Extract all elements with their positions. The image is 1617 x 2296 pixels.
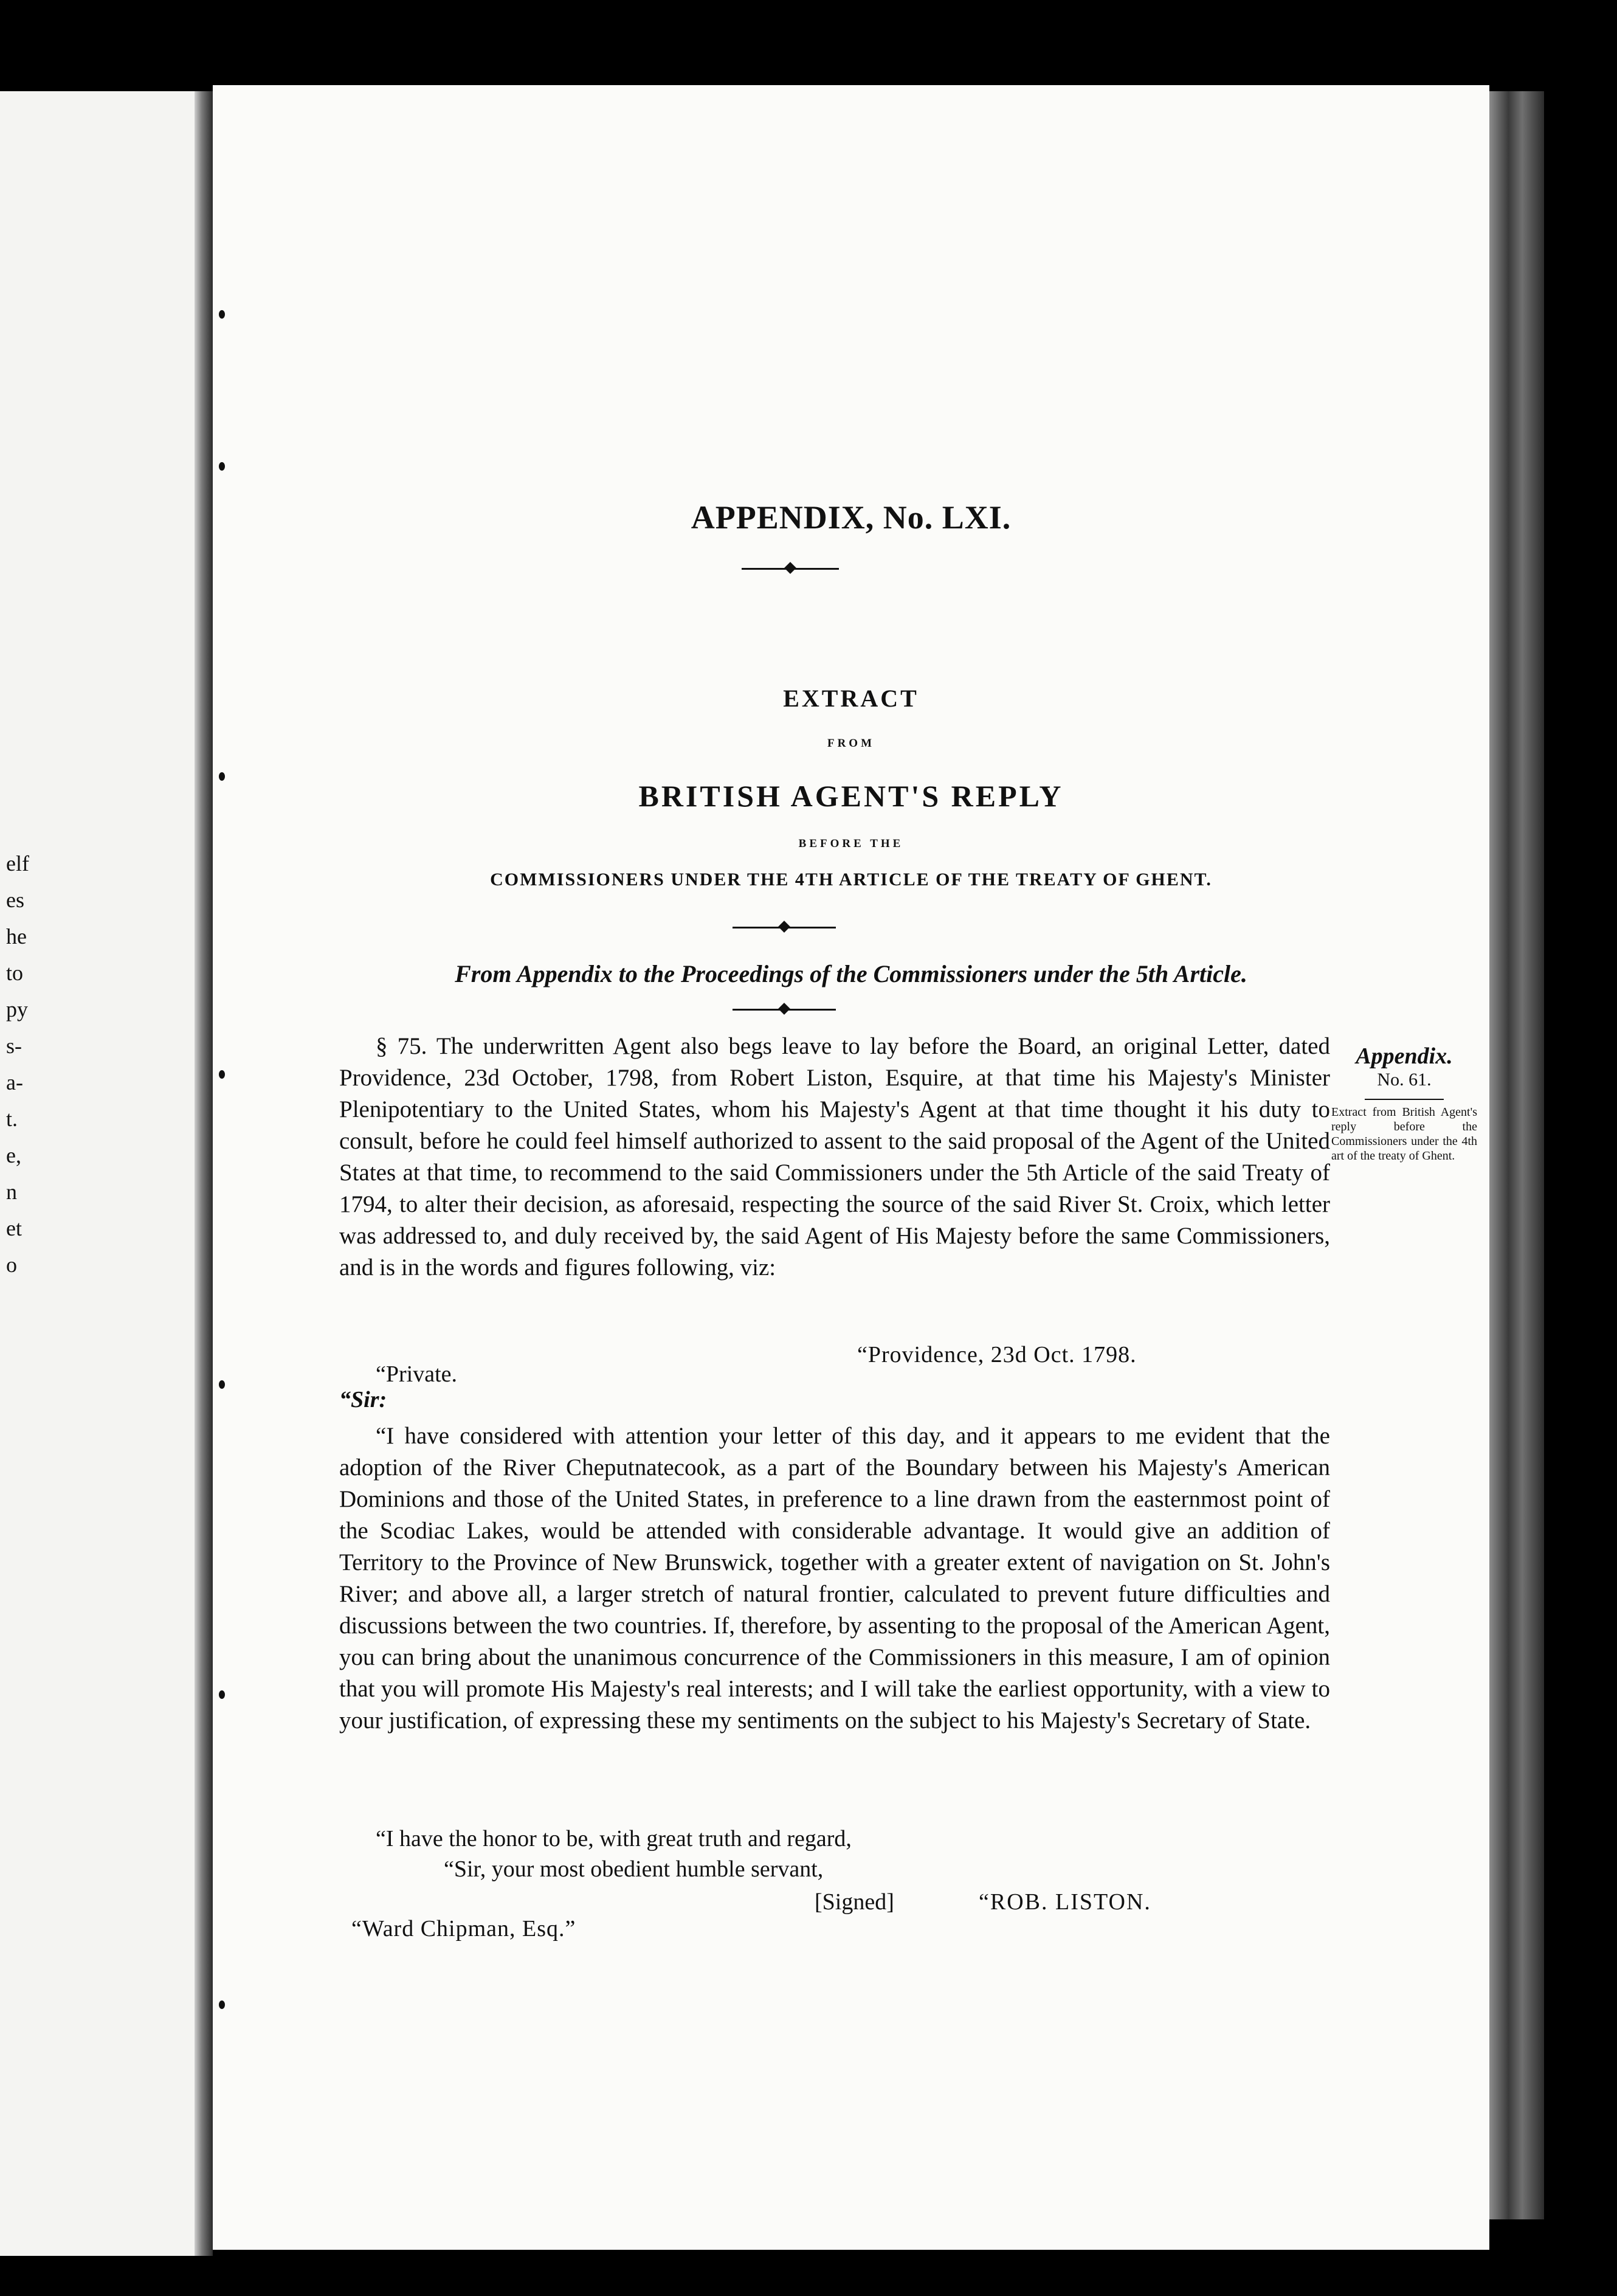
letter-dateline: “Providence, 23d Oct. 1798.	[857, 1342, 1137, 1368]
margin-note-text: Extract from British Agent's reply before the Commissioners under the 4th art of the treaty of Ghent.	[1331, 1105, 1477, 1163]
binding-hole	[219, 1690, 225, 1699]
fragment: s-	[6, 1034, 22, 1058]
signed-label: [Signed]	[815, 1889, 894, 1915]
book-gutter	[195, 91, 213, 2256]
fragment: et	[6, 1216, 22, 1240]
binding-hole	[219, 2000, 225, 2009]
source-line: From Appendix to the Proceedings of the Commissioners under the 5th Article.	[455, 960, 1247, 987]
ornament-rule	[733, 1003, 836, 1015]
appendix-title: APPENDIX, No. LXI.	[691, 499, 1012, 536]
fragment: elf	[6, 851, 29, 876]
letter-addressee: “Ward Chipman, Esq.”	[351, 1916, 576, 1942]
letter-salutation: “Sir:	[339, 1387, 387, 1413]
ornament-rule	[733, 921, 836, 933]
previous-page-fragments	[6, 845, 43, 1283]
fragment: py	[6, 997, 28, 1022]
binding-hole	[219, 462, 225, 471]
previous-page	[0, 91, 195, 2256]
ornament-rule	[742, 562, 839, 575]
fragment: t.	[6, 1107, 18, 1131]
fragment: to	[6, 961, 24, 985]
fragment: he	[6, 924, 27, 949]
margin-note-number: No. 61.	[1377, 1070, 1432, 1090]
reply-heading: BRITISH AGENT'S REPLY	[638, 779, 1064, 813]
fragment: n	[6, 1180, 17, 1204]
book-page-edges	[1489, 91, 1544, 2219]
margin-note	[1331, 1043, 1477, 1163]
from-label: FROM	[827, 737, 875, 750]
letter-closing-servant: “Sir, your most obedient humble servant,	[444, 1856, 824, 1882]
extract-heading: EXTRACT	[783, 685, 919, 712]
margin-note-rule	[1365, 1099, 1444, 1100]
fragment: e,	[6, 1143, 21, 1167]
fragment: es	[6, 888, 24, 912]
binding-hole	[219, 310, 225, 319]
paragraph-75: § 75. The underwritten Agent also begs leave to lay before the Board, an original Letter, dated Providence, 23d October, 1798, from Robert Liston, Esquire, at that time his Majesty's Minister Plenipotentiary to the United States, whom his Majesty's Agent at that time thought it his duty to consult, before he could feel himself authorized to assent to the said proposal of the Agent of the United States at that time, to recommend to the said Commissioners under the 5th Article of the said Treaty of 1794, to alter their decision, as aforesaid, respecting the source of the said River St. Croix, which letter was addressed to, and duly received by, the said Agent of His Majesty before the same Commissioners, and is in the words and figures following, viz:	[339, 1033, 1330, 1281]
fragment: o	[6, 1253, 17, 1277]
letter-body: “I have considered with attention your letter of this day, and it appears to me evident that the adoption of the River Cheputnatecook, as a part of the Boundary between his Majesty's American Dominions and those of the United States, in preference to a line drawn from the easternmost point of the Scodiac Lakes, would be attended with considerable advantage. It would give an addition of Territory to the Province of New Brunswick, together with a greater extent of navigation on St. John's River; and above all, a larger stretch of natural frontier, calculated to prevent future difficulties and discussions between the two countries. If, therefore, by assenting to the proposal of the American Agent, you can bring about the unanimous concurrence of the Commissioners in this measure, I am of opinion that you will promote His Majesty's real interests; and I will take the earliest opportunity, with a view to your justification, of expressing these my sentiments on the subject to his Majesty's Secretary of State.	[339, 1423, 1331, 1734]
letter-closing: “I have the honor to be, with great truth and regard,	[376, 1826, 852, 1852]
binding-hole	[219, 1070, 225, 1079]
letter-signature: “ROB. LISTON.	[979, 1889, 1151, 1915]
fragment: a-	[6, 1070, 23, 1094]
margin-note-title: Appendix.	[1356, 1043, 1453, 1069]
commissioners-heading: COMMISSIONERS UNDER THE 4TH ARTICLE OF THE TREATY OF GHENT.	[490, 870, 1212, 890]
binding-hole	[219, 1380, 225, 1389]
letter-private: “Private.	[376, 1361, 458, 1387]
before-label: BEFORE THE	[798, 837, 904, 850]
document-page	[213, 85, 1489, 2250]
